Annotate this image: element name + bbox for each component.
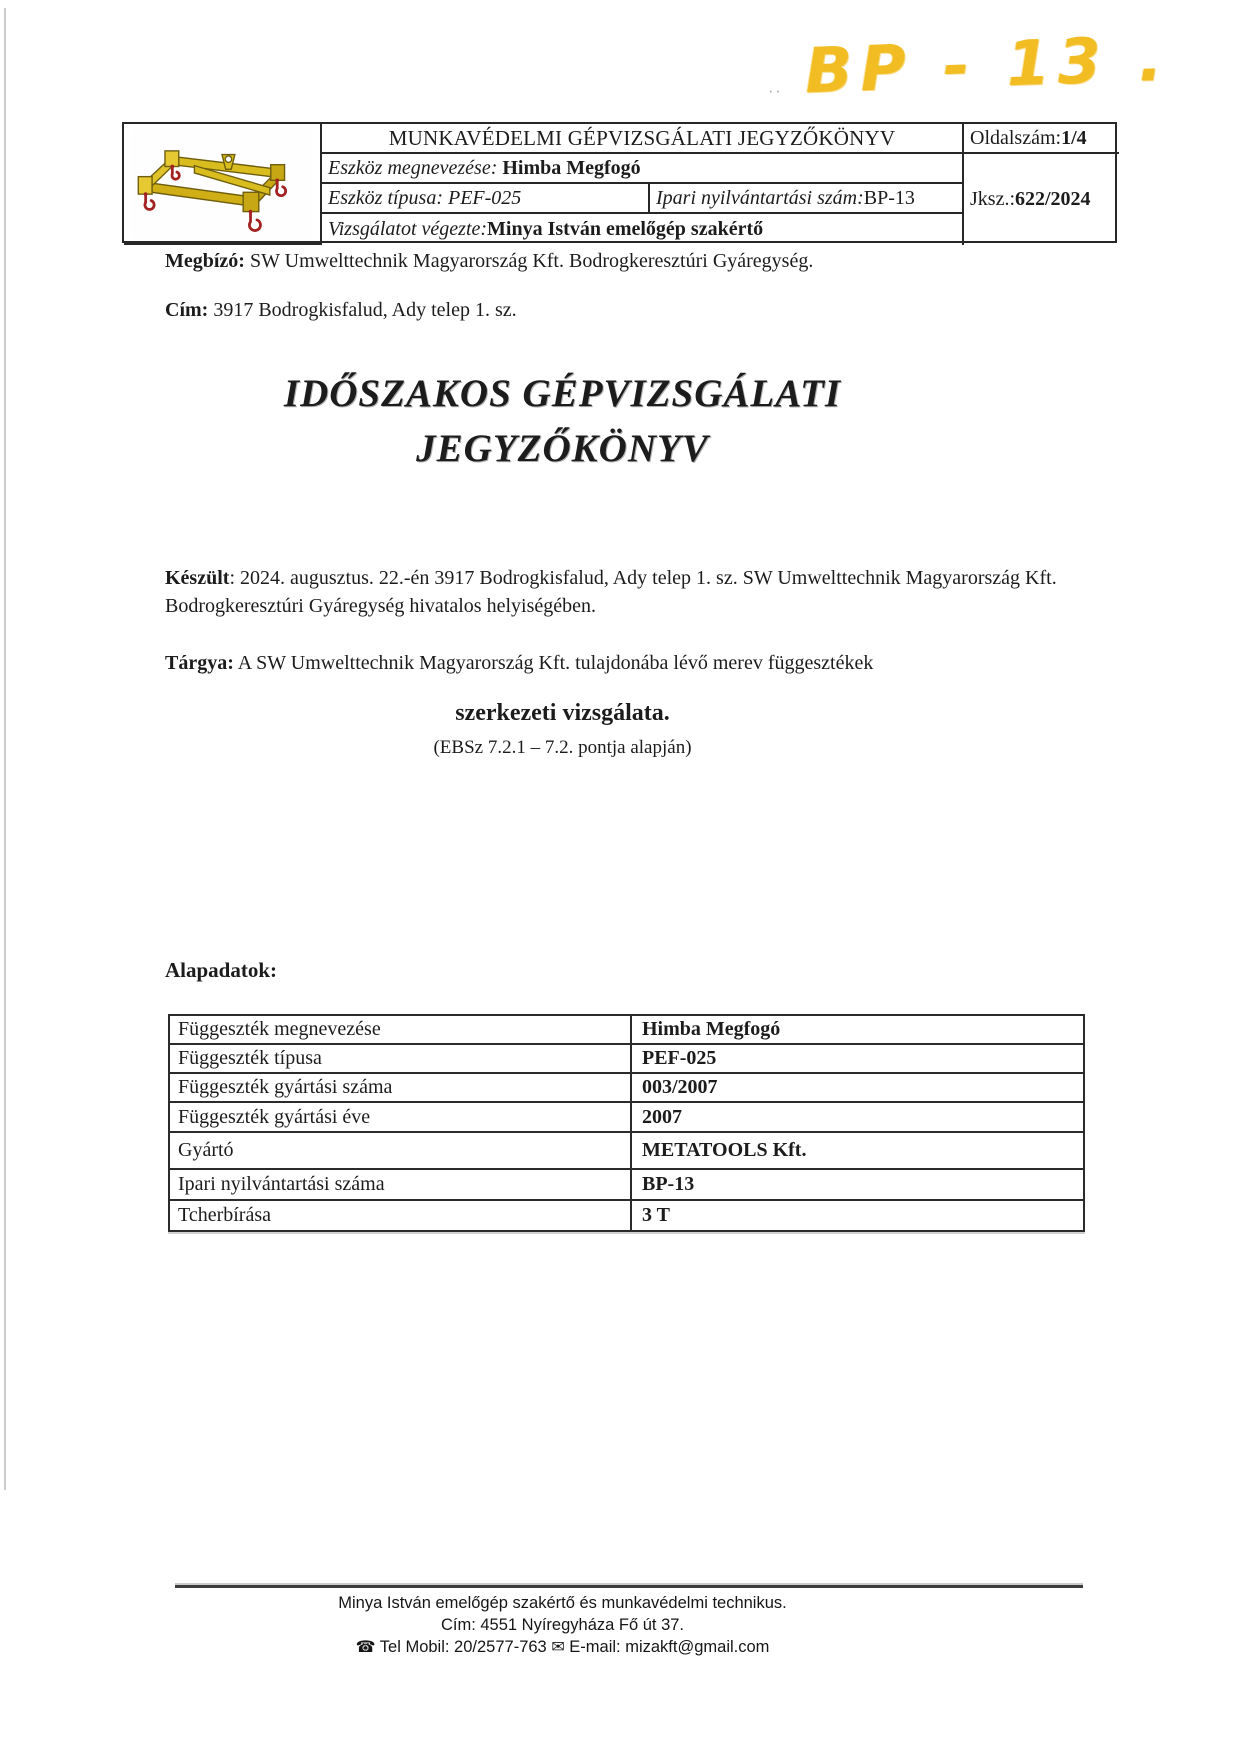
examiner-cell (322, 214, 964, 245)
examiner-value: Minya István emelőgép szakértő (487, 218, 764, 240)
table-row-label: Gyártó (170, 1133, 632, 1170)
address-label: Cím: (165, 299, 209, 321)
made-label: Készült (165, 567, 230, 589)
page-number-label: Oldalszám: (970, 126, 1062, 149)
address-value: 3917 Bodrogkisfalud, Ady telep 1. sz. (208, 299, 517, 321)
client-line (165, 250, 813, 273)
basic-data-heading: Alapadatok: (165, 958, 278, 982)
basic-data-table (168, 1014, 1085, 1232)
footer-phone-text: Tel Mobil: 20/2577-763 (375, 1638, 552, 1656)
footer-address-line: Cím: 4551 Nyíregyháza Fő út 37. (440, 1616, 685, 1634)
device-type-label: Eszköz típusa: (328, 186, 448, 209)
envelope-icon: ✉ (551, 1639, 565, 1656)
case-number-cell (964, 154, 1119, 245)
handwritten-id-annotation: BP - 13 . (803, 21, 1172, 108)
device-type-value: PEF-025 (448, 186, 522, 209)
table-row-value: METATOOLS Kft. (632, 1133, 1083, 1170)
footer-email-text: E-mail: mizakft@gmail.com (564, 1638, 770, 1656)
main-title-line2: JEGYZŐKÖNYV (416, 427, 709, 470)
main-title-line1: IDŐSZAKOS GÉPVIZSGÁLATI (283, 372, 842, 415)
made-value: : 2024. augusztus. 22.-én 3917 Bodrogkisfalud, Ady telep 1. sz. SW Umwelttechnik Magyarország Kft. Bodrogkeresztúri Gyáregység hivatalos helyiségében. (165, 567, 1057, 617)
case-number-value: 622/2024 (1015, 188, 1091, 210)
document-main-title (0, 366, 1125, 476)
address-line (165, 299, 517, 322)
phone-icon: ☎ (355, 1639, 376, 1656)
table-row-label: Tcherbírása (170, 1201, 632, 1230)
footer (0, 1592, 1125, 1659)
device-name-label: Eszköz megnevezése: (328, 156, 503, 179)
table-row-value: 2007 (632, 1103, 1083, 1133)
header-table (122, 122, 1117, 243)
made-paragraph (165, 564, 1090, 620)
pencil-smudge: ·· (768, 84, 783, 101)
registry-number-label: Ipari nyilvántartási szám: (656, 186, 864, 209)
table-row-value: 3 T (642, 1204, 670, 1226)
examiner-label: Vizsgálatot végezte: (328, 218, 488, 240)
report-title: MUNKAVÉDELMI GÉPVIZSGÁLATI JEGYZŐKÖNYV (322, 124, 964, 154)
footer-divider (175, 1585, 1083, 1588)
subject-reference: (EBSz 7.2.1 – 7.2. pontja alapján) (433, 737, 692, 758)
logo-cell (124, 124, 322, 245)
footer-expert-line: Minya István emelőgép szakértő és munkavédelmi technikus. (338, 1594, 787, 1612)
table-row-label: Ipari nyilvántartási száma (170, 1170, 632, 1201)
table-row-value: PEF-025 (632, 1045, 1083, 1074)
table-row-label: Függeszték gyártási éve (170, 1103, 632, 1133)
page-number-cell (964, 124, 1119, 154)
page-number-value: 1/4 (1061, 126, 1087, 149)
subject-emphasis: szerkezeti vizsgálata. (455, 700, 670, 726)
device-type-cell (322, 184, 650, 212)
client-value: SW Umwelttechnik Magyarország Kft. Bodrogkeresztúri Gyáregység. (244, 250, 814, 272)
subject-label: Tárgya: (165, 652, 234, 674)
table-row-label: Függeszték típusa (170, 1045, 632, 1074)
footer-contact-line (0, 1636, 1125, 1659)
subject-line (165, 652, 873, 675)
table-row-value: Himba Megfogó (632, 1016, 1083, 1045)
registry-number-cell (650, 184, 962, 212)
lifting-beam-image (130, 128, 314, 240)
case-number-label: Jksz.: (970, 188, 1015, 210)
device-name-value: Himba Megfogó (502, 156, 641, 179)
table-row-value: 003/2007 (632, 1074, 1083, 1103)
table-row-label: Függeszték gyártási száma (170, 1074, 632, 1103)
device-type-row (322, 184, 964, 214)
table-row-label: Függeszték megnevezése (170, 1016, 632, 1045)
registry-number-value: BP-13 (863, 186, 915, 209)
client-label: Megbízó: (165, 250, 245, 272)
subject-value: A SW Umwelttechnik Magyarország Kft. tulajdonába lévő merev függesztékek (233, 652, 874, 674)
device-name-cell (322, 154, 964, 184)
table-row-value: BP-13 (632, 1170, 1083, 1201)
